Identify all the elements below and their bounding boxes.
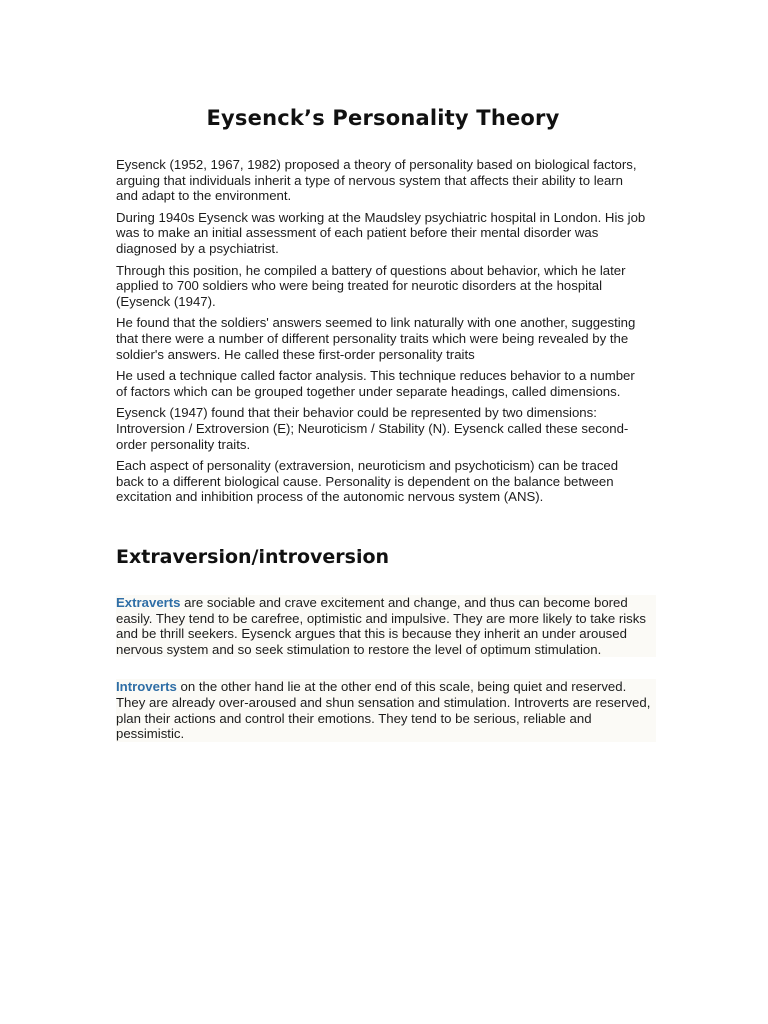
extraverts-paragraph [116, 595, 656, 657]
extraverts-term: Extraverts [116, 595, 181, 610]
intro-paragraph-1: Eysenck (1952, 1967, 1982) proposed a theory of personality based on biological factors, arguing that individuals inherit a type of nervous system that affects their ability to learn and adapt to the environment. [116, 157, 637, 204]
introverts-paragraph [116, 679, 656, 741]
extraverts-text: are sociable and crave excitement and change, and thus can become bored easily. They tend to be carefree, optimistic and impulsive. They are more likely to take risks and be thrill seekers. Eysenck argues that this is because they inherit an under aroused nervous system and so seek stimulation to restore the level of optimum stimulation. [116, 595, 646, 657]
intro-section [116, 157, 646, 511]
intro-paragraph-2: During 1940s Eysenck was working at the Maudsley psychiatric hospital in London. His job was to make an initial assessment of each patient before their mental disorder was diagnosed by a psychiatrist. [116, 209, 646, 256]
introverts-text: on the other hand lie at the other end of this scale, being quiet and reserved. They are already over-aroused and shun sensation and stimulation. Introverts are reserved, plan their actions and control their emotions. They tend to be serious, reliable and pessimistic. [116, 679, 651, 742]
intro-paragraph-6: Eysenck (1947) found that their behavior could be represented by two dimensions: Introversion / Extroversion (E); Neuroticism / Stability (N). Eysenck called these second-order personality traits. [116, 405, 629, 452]
intro-paragraph-4: He found that the soldiers' answers seemed to link naturally with one another, suggesting that there were a number of different personality traits which were being revealed by the soldier's answers. He called these first-order personality traits [116, 315, 636, 362]
intro-paragraph-3: Through this position, he compiled a battery of questions about behavior, which he later applied to 700 soldiers who were being treated for neurotic disorders at the hospital (Eysenck (1947). [116, 262, 626, 309]
extraversion-section [116, 595, 656, 764]
intro-paragraph-7: Each aspect of personality (extraversion, neuroticism and psychoticism) can be traced back to a different biological cause. Personality is dependent on the balance between excitation and inhibition process of the autonomic nervous system (ANS). [116, 458, 619, 505]
section-heading: Extraversion/introversion [116, 546, 390, 568]
introverts-term: Introverts [116, 679, 177, 695]
intro-paragraph-5: He used a technique called factor analysis. This technique reduces behavior to a number of factors which can be grouped together under separate headings, called dimensions. [116, 368, 635, 399]
document-title: Eysenck’s Personality Theory [206, 106, 560, 130]
